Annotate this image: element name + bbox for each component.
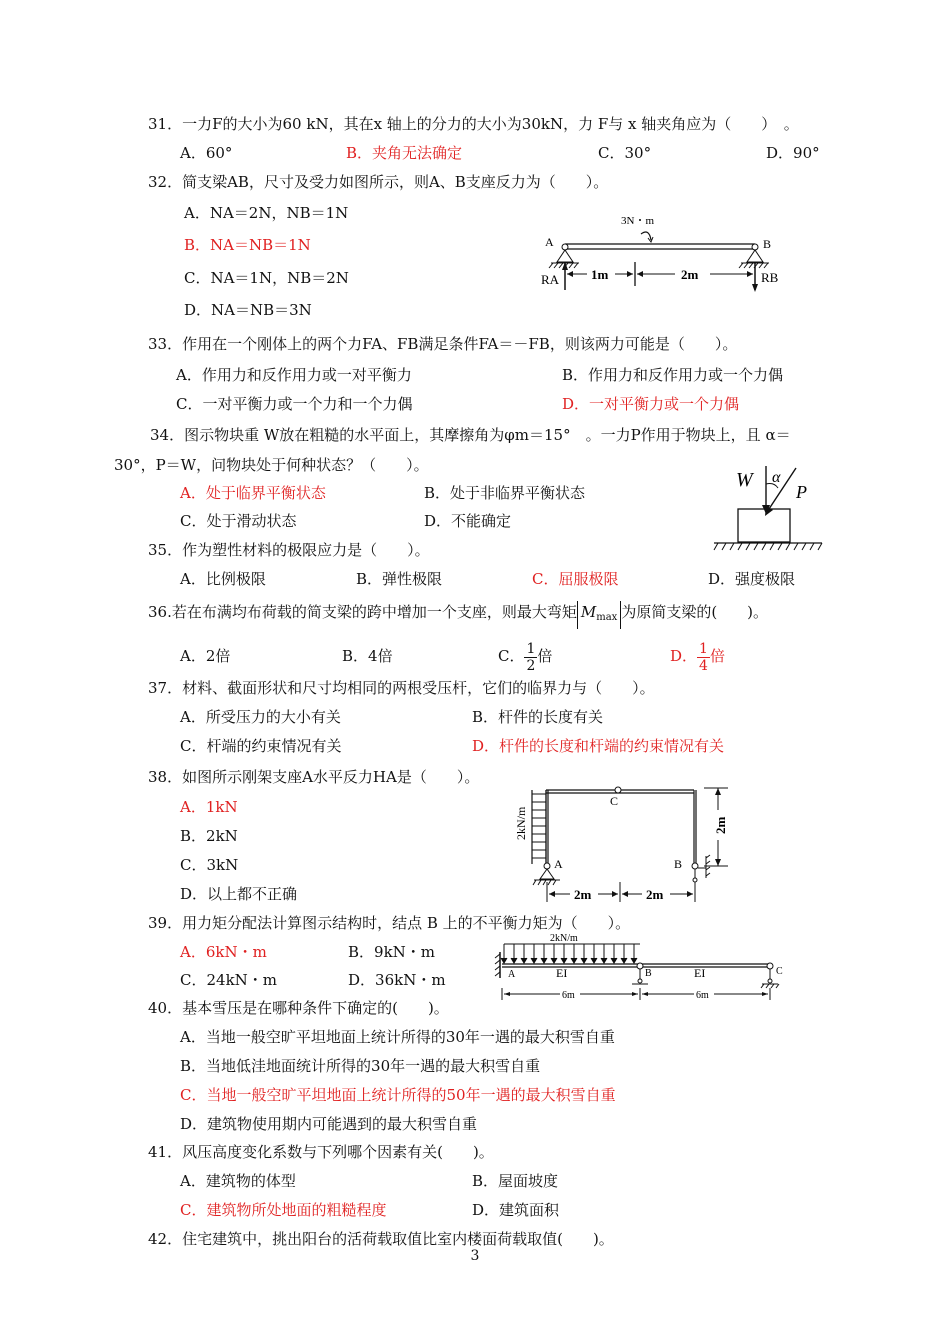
q32-option-d: D．NA＝NB＝3N [184,301,312,319]
q40-option-b: B．当地低洼地面统计所得的30年一遇的最大积雪自重 [180,1057,541,1075]
q32-label-a: A [545,235,554,249]
q40-stem: 40．基本雪压是在哪种条件下确定的( )。 [148,999,449,1017]
q39-stem: 39．用力矩分配法计算图示结构时，结点 B 上的不平衡力矩为（ ）。 [148,914,631,932]
q37-option-c: C．杆端的约束情况有关 [180,737,342,755]
q36-stem-post: 为原简支梁的( )。 [621,603,769,621]
q41-stem: 41．风压高度变化系数与下列哪个因素有关( )。 [148,1143,494,1161]
q31-option-c: C．30° [598,144,652,162]
q40-option-a: A．当地一般空旷平坦地面上统计所得的30年一遇的最大积雪自重 [180,1028,615,1046]
q36-option-c-num: 1 [526,640,536,657]
q39-label-ei2: EI [694,966,706,980]
q34-stem-line2: 30°，P＝W，问物块处于何种状态？（ ）。 [114,456,429,474]
q36-option-d-unit: 倍 [709,647,725,665]
q40-option-c: C．当地一般空旷平坦地面上统计所得的50年一遇的最大积雪自重 [180,1086,616,1104]
q34-option-c: C．处于滑动状态 [180,512,297,530]
q32-moment-label: 3N・m [621,215,654,227]
q31-option-a: A．60° [180,144,233,162]
q33-stem: 33．作用在一个刚体上的两个力FA、FB满足条件FA＝－FB，则该两力可能是（ ）。 [148,335,738,353]
q38-option-c: C．3kN [180,856,239,874]
q36-moment-sub: max [596,612,618,623]
q36-option-d-num: 1 [699,640,708,657]
q39-beam-figure [492,930,794,1004]
q38-dim-height: 2m [713,816,728,834]
q32-label-b: B [763,237,772,251]
q32-option-c: C．NA＝1N，NB＝2N [184,269,349,287]
q34-option-d: D．不能确定 [424,512,512,530]
q39-dim-left: 6m [562,990,575,1001]
q34-stem-line1: 34．图示物块重 W放在粗糙的水平面上，其摩擦角为φm＝15° 。一力P作用于物块上，且 α＝ [150,426,791,444]
q34-option-b: B．处于非临界平衡状态 [424,484,586,502]
q38-stem: 38．如图所示刚架支座A水平反力HA是（ ）。 [148,768,480,786]
q36-abs-moment [577,601,621,629]
q36-moment-m: M [580,603,597,621]
q36-stem-pre: 36.若在布满均布荷载的简支梁的跨中增加一个支座，则最大弯矩 [148,603,577,621]
q34-option-a: A．处于临界平衡状态 [180,484,326,502]
q31-stem: 31．一力F的大小为60 kN，其在x 轴上的分力的大小为30kN，力 F与 x 轴夹角应为（ ） 。 [148,115,799,133]
q38-label-b: B [674,857,683,871]
q39-label-ei1: EI [556,966,568,980]
q34-label-alpha: α [772,469,781,486]
q35-option-b: B．弹性极限 [356,570,443,588]
q41-option-d: D．建筑面积 [472,1201,560,1219]
q34-block-figure [710,462,825,554]
q38-dim-right: 2m [646,887,664,902]
q40-option-d: D．建筑物使用期内可能遇到的最大积雪自重 [180,1115,478,1133]
q32-stem: 32．简支梁AB，尺寸及受力如图所示，则A、B支座反力为（ ）。 [148,173,609,191]
q38-option-a: A．1kN [180,798,238,816]
q41-option-a: A．建筑物的体型 [180,1172,296,1190]
q37-option-a: A．所受压力的大小有关 [180,708,341,726]
q33-option-d: D．一对平衡力或一个力偶 [562,395,740,413]
q32-option-b: B．NA＝NB＝1N [184,236,311,254]
q39-load-label: 2kN/m [550,933,578,944]
q38-label-c: C [610,794,619,808]
q37-option-b: B．杆件的长度有关 [472,708,604,726]
q32-label-ra: RA [541,272,560,287]
q32-dim-1m: 1m [591,267,609,282]
q36-stem [148,601,768,629]
q36-option-c-fraction [524,641,537,674]
q34-label-p: P [796,482,807,502]
q36-option-b: B．4倍 [342,647,393,665]
q38-option-d: D．以上都不正确 [180,885,298,903]
q32-dim-2m: 2m [681,267,699,282]
q34-label-w: W [736,469,753,491]
q41-option-b: B．屋面坡度 [472,1172,559,1190]
q35-stem: 35．作为塑性材料的极限应力是（ ）。 [148,541,430,559]
q39-label-b: B [645,968,652,979]
q36-option-d [670,636,725,676]
q36-option-d-label: D． [670,647,698,665]
q35-option-c: C．屈服极限 [532,570,619,588]
q39-option-d: D．36kN・m [348,971,446,989]
q37-option-d: D．杆件的长度和杆端的约束情况有关 [472,737,725,755]
q32-option-a: A．NA＝2N，NB＝1N [184,204,349,222]
q39-option-c: C．24kN・m [180,971,278,989]
page-number: 3 [470,1248,480,1264]
q33-option-c: C．一对平衡力或一个力和一个力偶 [176,395,413,413]
q36-option-c-label: C． [498,647,525,665]
q38-label-a: A [554,857,563,871]
q38-option-b: B．2kN [180,827,238,845]
q31-option-b: B．夹角无法确定 [346,144,463,162]
q33-option-b: B．作用力和反作用力或一个力偶 [562,366,784,384]
q36-option-a: A．2倍 [180,647,231,665]
q38-load-label: 2kN/m [514,806,528,840]
q35-option-a: A．比例极限 [180,570,266,588]
q31-option-d: D．90° [766,144,820,162]
q39-label-a: A [508,969,516,980]
q36-option-c [498,636,552,676]
q36-option-c-unit: 倍 [537,647,553,665]
q32-label-rb: RB [761,270,779,285]
q35-option-d: D．强度极限 [708,570,796,588]
q42-stem: 42．住宅建筑中，挑出阳台的活荷载取值比室内楼面荷载取值( )。 [148,1230,614,1248]
q36-option-c-den: 2 [526,657,536,674]
q37-stem: 37．材料、截面形状和尺寸均相同的两根受压杆，它们的临界力与（ ）。 [148,679,655,697]
q36-option-d-fraction [697,641,710,674]
q39-dim-right: 6m [696,990,709,1001]
q32-beam-figure [535,212,795,292]
q41-option-c: C．建筑物所处地面的粗糙程度 [180,1201,387,1219]
q38-frame-figure [510,778,750,910]
q33-option-a: A．作用力和反作用力或一对平衡力 [176,366,412,384]
q39-option-a: A．6kN・m [180,943,267,961]
q39-label-c: C [776,966,783,977]
q39-option-b: B．9kN・m [348,943,436,961]
q38-dim-left: 2m [574,887,592,902]
q36-option-d-den: 4 [699,657,708,674]
